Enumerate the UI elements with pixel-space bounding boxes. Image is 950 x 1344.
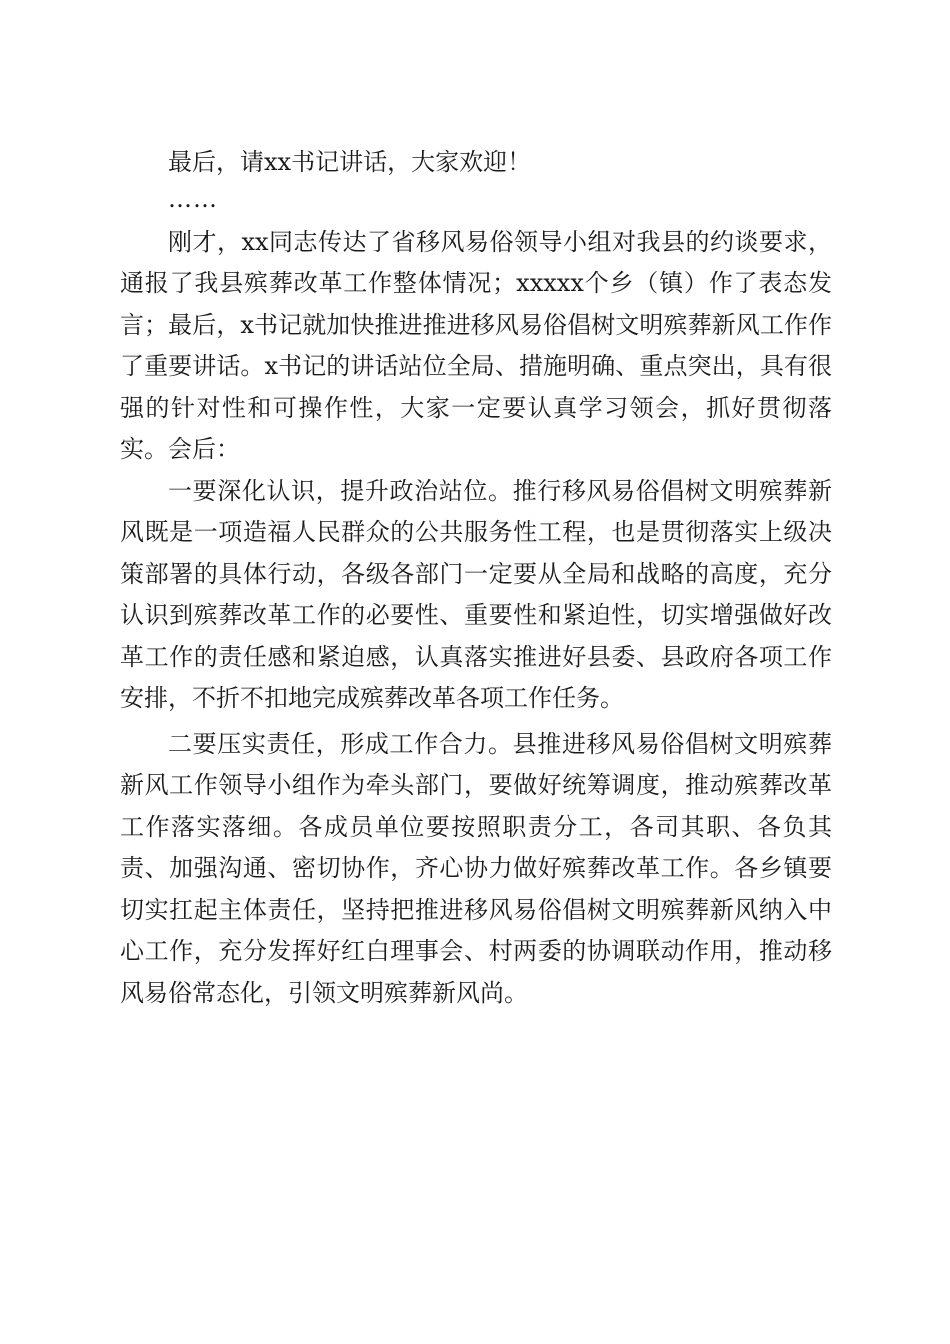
document-body <box>120 142 832 1014</box>
point-two-paragraph: 二要压实责任，形成工作合力。县推进移风易俗倡树文明殡葬新风工作领导小组作为牵头部门，要做好统筹调度，推动殡葬改革工作落实落细。各成员单位要按照职责分工，各司其职、各负其责、加强沟通、密切协作，齐心协力做好殡葬改革工作。各乡镇要切实扛起主体责任，坚持把推进移风易俗倡树文明殡葬新风纳入中心工作，充分发挥好红白理事会、村两委的协调联动作用，推动移风易俗常态化，引领文明殡葬新风尚。 <box>120 729 832 1007</box>
ellipsis-separator: …… <box>168 184 218 213</box>
point-one-paragraph: 一要深化认识，提升政治站位。推行移风易俗倡树文明殡葬新风既是一项造福人民群众的公共服务性工程，也是贯彻落实上级决策部署的具体行动，各级各部门一定要从全局和战略的高度，充分认识到殡葬改革工作的必要性、重要性和紧迫性，切实增强做好改革工作的责任感和紧迫感，认真落实推进好县委、县政府各项工作安排，不折不扣地完成殡葬改革各项工作任务。 <box>120 476 832 712</box>
closing-invitation-paragraph: 最后，请xx书记讲话，大家欢迎！ <box>168 148 532 176</box>
summary-paragraph: 刚才，xx同志传达了省移风易俗领导小组对我县的约谈要求，通报了我县殡葬改革工作整体情况；xxxxx个乡（镇）作了表态发言；最后，x书记就加快推进推进移风易俗倡树文明殡葬新风工作作了重要讲话。x书记的讲话站位全局、措施明确、重点突出，具有很强的针对性和可操作性，大家一定要认真学习领会，抓好贯彻落实。会后： <box>120 227 832 463</box>
